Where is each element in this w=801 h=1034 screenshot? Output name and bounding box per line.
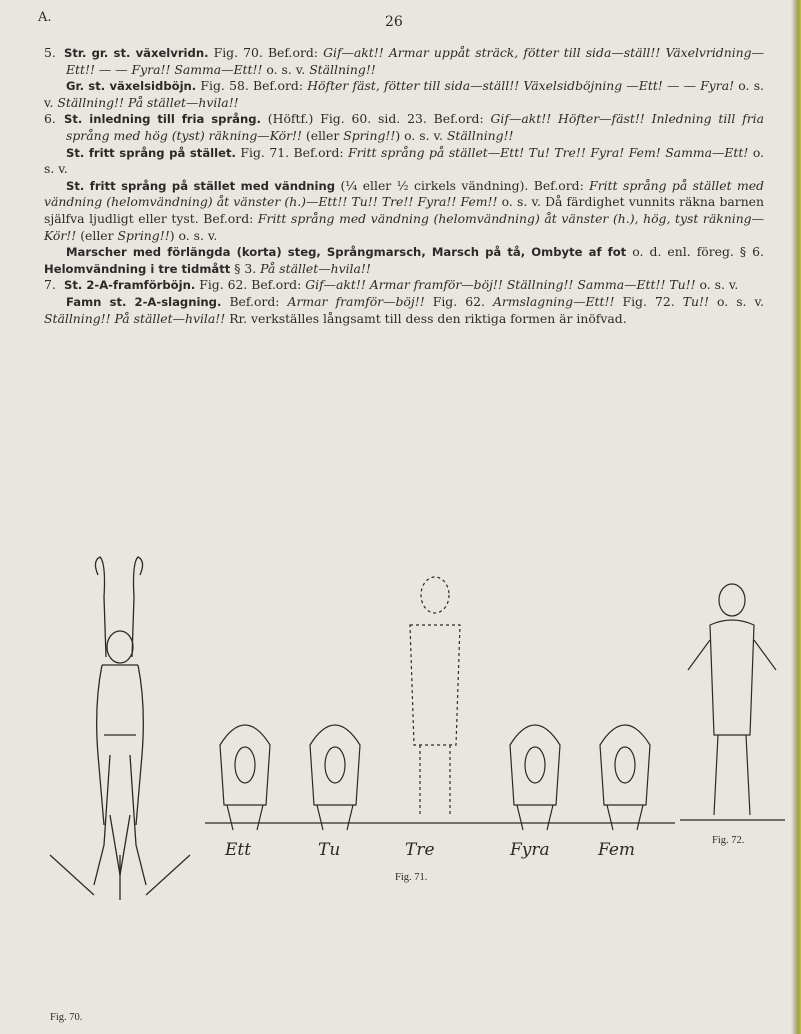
paragraph [44,111,764,144]
command-text: Ställning!! På stället—hvila!! [44,310,226,326]
body-span: o. d. enl. föreg. § 6. [626,244,764,260]
paragraph [44,145,764,178]
figure-72-illustration [680,580,785,825]
count-fyra: Fyra [510,840,550,860]
paragraph [44,277,764,294]
paragraph-number: 5. [44,45,56,60]
page-edge [791,0,801,1034]
body-text [44,45,764,327]
count-tu: Tu [318,840,341,860]
command-text: Höfter fäst, fötter till sida—ställ!! Växelsidböjning —Ett! — — Fyra! [307,78,735,94]
body-span: (eller [76,227,118,243]
paragraph [44,78,764,111]
body-span: (¼ eller ½ cirkels vändning). Bef.ord: [335,177,590,193]
body-span: ) o. s. v. [395,127,447,143]
count-ett: Ett [225,840,252,860]
body-span: (eller [301,127,344,143]
exercise-name: Str. gr. st. växelvridn. [64,46,209,60]
paragraph-number: 7. [44,277,56,293]
command-text: Armar framför—böj!! [287,293,425,309]
exercise-name: Marscher med förlängda (korta) steg, Språngmarsch, Marsch på tå, Ombyte af fot [66,245,627,260]
command-text: Fritt språng med vändning (helomvändning) åt vänster (h.), hög, tyst räkning—Kör!! [44,210,764,243]
command-text: Tu!! [682,293,709,309]
figure-72-caption: Fig. 72. [712,835,745,846]
body-span: Fig. 62. Bef.ord: [195,277,306,293]
body-span: (Höftf.) Fig. 60. sid. 23. Bef.ord: [260,111,491,127]
command-text: Spring!! [117,227,170,243]
figure-70-illustration [40,555,200,915]
body-span: o. s. v. [695,277,739,293]
exercise-name: St. fritt språng på stället med vändning [66,178,336,193]
body-span: Fig. 58. Bef.ord: [196,78,308,94]
command-text: Gif—akt!! Höfter—fäst!! Inledning till fria språng med hög (tyst) räkning—Kör!! [66,111,765,143]
paragraph [44,45,764,78]
command-text: Ställning!! [309,61,376,77]
page-number: 26 [385,14,403,30]
body-span: Fig. 71. Bef.ord: [235,144,349,160]
exercise-name: St. inledning till fria språng. [64,112,261,127]
paragraph [44,294,764,327]
count-fem: Fem [598,840,636,860]
body-span: o. s. v. [44,144,765,177]
body-span: Fig. 72. [614,293,683,309]
command-text: Fritt språng på stället—Ett! Tu! Tre!! Fyra! Fem! Samma—Ett! [348,144,749,160]
paragraph-number: 6. [44,111,56,127]
body-span: Fig. 62. [424,293,493,309]
body-span: § 3. [230,260,261,276]
exercise-name: St. fritt språng på stället. [66,145,236,160]
body-span: o. s. v. Då färdighet vunnits räkna barnen själfva ljudligt eller tyst. Bef.ord: [44,194,764,226]
body-span: o. s. v. [44,78,764,110]
command-text: På stället—hvila!! [260,260,371,276]
command-text: Fritt språng på stället med vändning (helomvändning) åt vänster (h.)—Ett!! Tu!! Tre!! Fyra!! Fem!! [44,177,764,210]
figure-71-caption: Fig. 71. [395,872,428,883]
figure-71-illustration [205,565,675,835]
body-span: Bef.ord: [221,293,288,309]
body-span: Fig. 70. Bef.ord: [208,45,324,60]
command-text: Gif—akt!! Armar uppåt sträck, fötter till sida—ställ!! Växelvridning—Ett!! — — Fyra!! Samma—Ett!! [66,45,764,77]
corner-label: A. [38,10,52,25]
command-text: Spring!! [343,127,396,143]
command-text: Ställning!! [446,127,514,143]
body-span: ) o. s. v. [169,227,218,243]
figure-70-caption: Fig. 70. [50,1012,83,1023]
command-text: Ställning!! På stället—hvila!! [57,94,239,110]
count-tre: Tre [405,840,435,860]
exercise-name: St. 2-A-framförböjn. [64,278,196,293]
command-text: Armslagning—Ett!! [492,293,615,309]
paragraph [44,244,764,277]
exercise-name: Helomvändning i tre tidmått [44,261,231,276]
exercise-name: Famn st. 2-A-slagning. [66,294,222,309]
paragraph [44,178,764,244]
exercise-name: Gr. st. växelsidböjn. [66,79,197,94]
body-span: o. s. v. [708,293,765,309]
command-text: Gif—akt!! Armar framför—böj!! Ställning!! Samma—Ett!! Tu!! [305,277,696,293]
body-span: o. s. v. [262,61,310,77]
body-span: Rr. verkställes långsamt till dess den riktiga formen är inöfvad. [225,310,627,326]
